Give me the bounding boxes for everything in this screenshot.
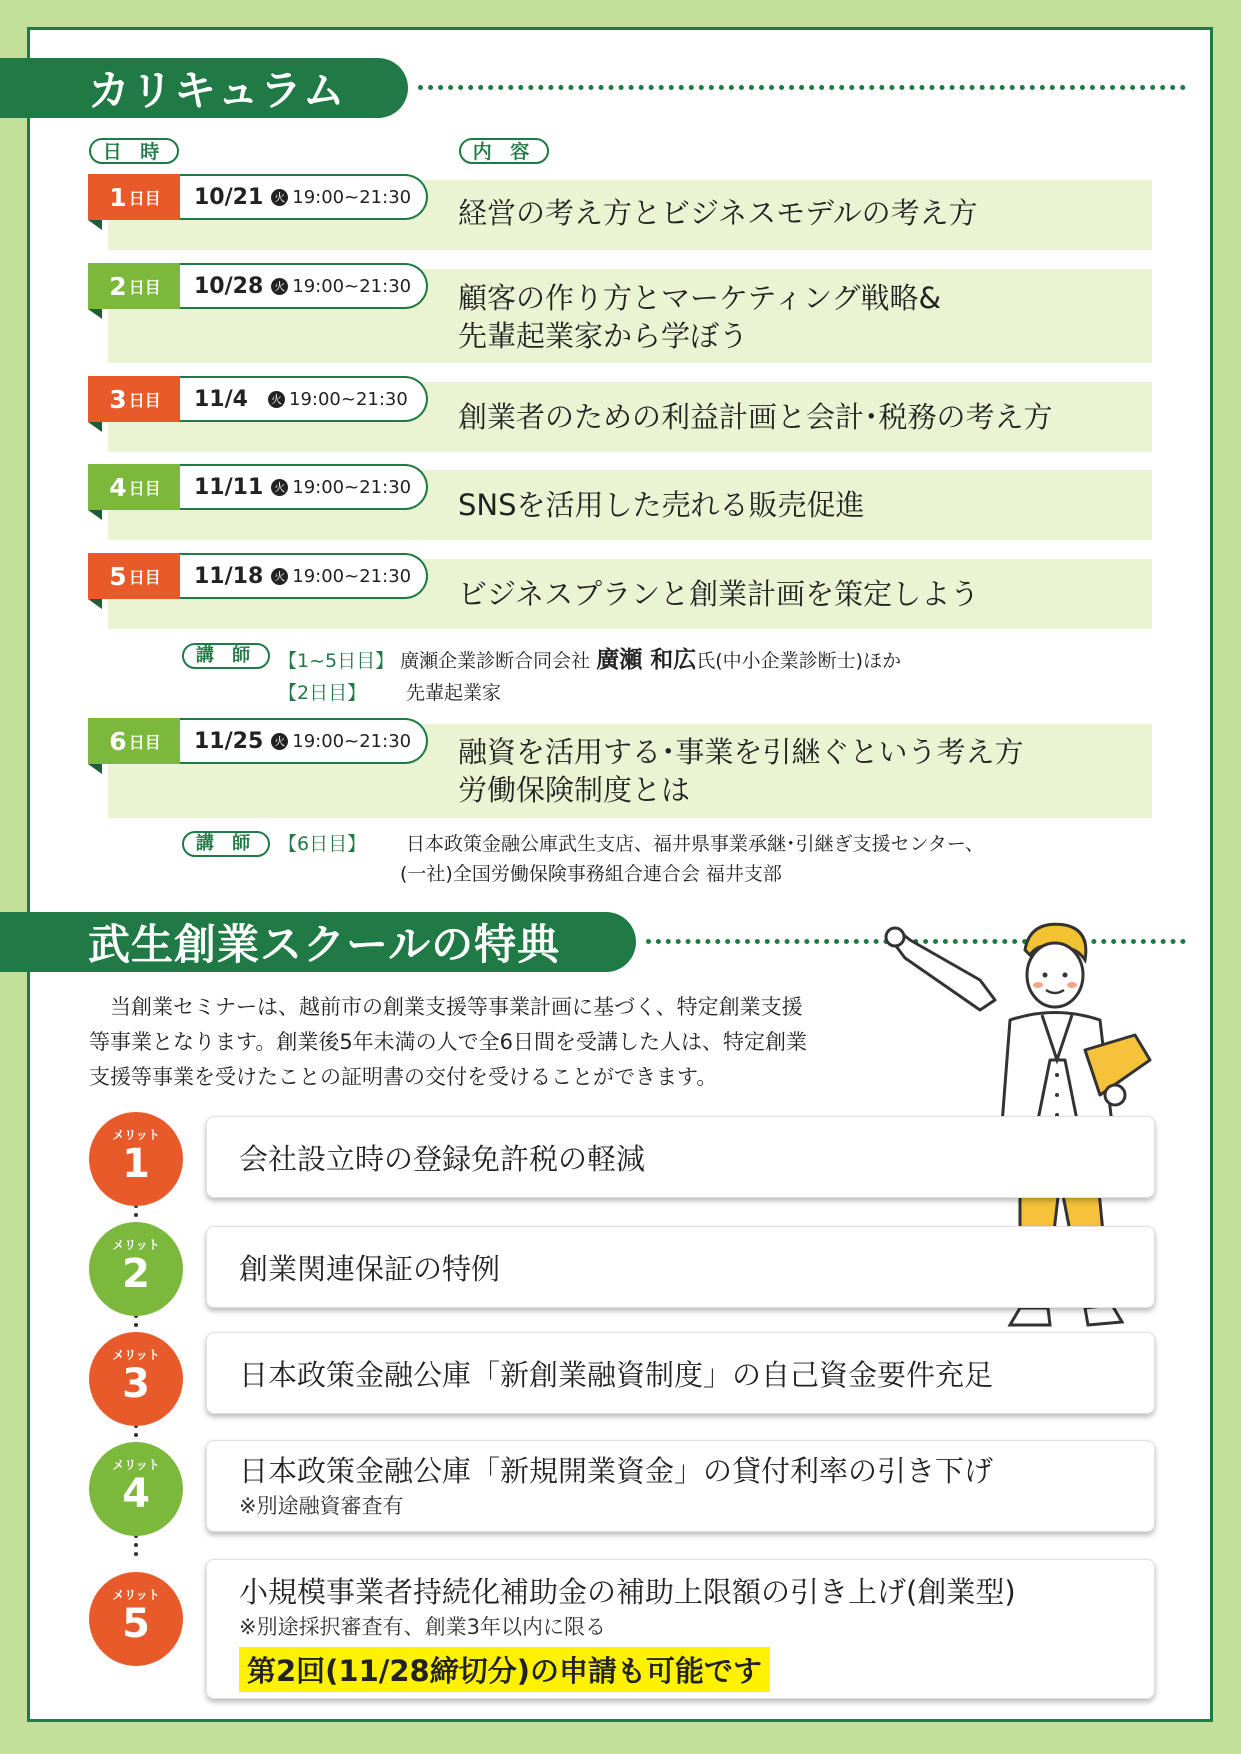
merit-number: 2 [122,1251,150,1297]
session-date: 10/28 [194,273,264,299]
date-column-label: 日 時 [89,138,179,164]
date-pill [180,263,428,309]
day-number: 2 [109,271,127,301]
intro-line: 当創業セミナーは、越前市の創業支援等事業計画に基づく、特定創業支援 [110,995,803,1019]
session-date: 11/4 [194,386,248,412]
lecturer-note: (中小企業診断士)ほか [715,650,902,672]
content-column-label: 内 容 [459,138,549,164]
merit-badge [89,1112,183,1206]
topic-line: ビジネスプランと創業計画を策定しよう [458,577,980,611]
tag-fold [88,422,102,432]
merit-label: メリット [112,1128,160,1142]
lecturer-line-6b [400,859,782,886]
day-unit: 日目 [128,390,161,410]
topic-line: 顧客の作り方とマーケティング戦略& [458,281,942,315]
weekday-badge: 火 [271,733,288,750]
day-number: 1 [109,182,127,212]
session-time: 19:00~21:30 [292,476,412,498]
session-topic [458,279,941,355]
merit-title: 会社設立時の登録免許税の軽減 [239,1141,646,1176]
merit-badge [89,1222,183,1316]
session-date: 11/18 [194,563,264,589]
date-pill [180,718,428,764]
day-number: 5 [109,561,127,591]
session-date: 11/11 [194,474,264,500]
merit-box [206,1116,1155,1198]
day-unit: 日目 [128,277,161,297]
topic-line: 経営の考え方とビジネスモデルの考え方 [458,196,978,230]
merit-number: 1 [122,1141,150,1187]
session-time: 19:00~21:30 [292,730,412,752]
day-tag [88,174,182,220]
merit-box [206,1332,1155,1414]
lecturer-bracket: 【1~5日目】 [278,650,395,672]
session-row [0,376,1241,452]
merit-note: ※別途採択審査有、創業3年以内に限る [239,1615,606,1639]
merit-item [89,1556,1155,1696]
tag-fold [88,220,102,230]
benefits-title: 武生創業スクールの特典 [88,920,561,969]
tag-fold [88,309,102,319]
lecturer-badge: 講 師 [182,643,270,669]
date-pill [180,174,428,220]
session-row [0,174,1241,250]
day-tag [88,263,182,309]
merit-number: 5 [122,1601,150,1647]
session-row [0,464,1241,540]
lecturer-line-1 [278,641,901,674]
merit-box [206,1226,1155,1308]
lecturer-bracket: 【6日目】 [278,833,367,855]
date-pill [180,464,428,510]
merit-badge [89,1332,183,1426]
lecturer-org: 日本政策金融公庫武生支店、福井県事業承継･引継ぎ支援センター、 [406,833,985,855]
merit-label: メリット [112,1348,160,1362]
weekday-badge: 火 [268,391,285,408]
curriculum-title: カリキュラム [88,66,346,115]
merit-title: 日本政策金融公庫「新規開業資金」の貸付利率の引き下げ [239,1454,994,1488]
merit-highlight: 第2回(11/28締切分)の申請も可能です [239,1647,770,1692]
session-topic [458,575,979,613]
session-time: 19:00~21:30 [292,275,412,297]
date-pill [180,376,428,422]
merit-item [89,1332,1155,1426]
lecturer-org: (一社)全国労働保険事務組合連合会 福井支部 [400,863,782,885]
merit-number: 3 [122,1361,150,1407]
lecturer-name: 廣瀬 和広 [596,647,697,673]
merit-note: ※別途融資審査有 [239,1494,404,1518]
weekday-badge: 火 [271,568,288,585]
topic-line: SNSを活用した売れる販売促進 [458,488,865,522]
curriculum-divider [418,85,1186,90]
merit-label: メリット [112,1458,160,1472]
lecturer-suffix: 氏 [696,650,716,672]
session-time: 19:00~21:30 [292,565,412,587]
topic-line: 融資を活用する･事業を引継ぐという考え方 [458,735,1024,769]
merit-connector [134,1534,138,1556]
merit-box [206,1559,1155,1699]
session-date: 11/25 [194,728,264,754]
weekday-badge: 火 [271,278,288,295]
merit-badge [89,1442,183,1536]
day-tag [88,718,182,764]
tag-fold [88,510,102,520]
topic-line: 労働保険制度とは [458,773,691,807]
session-time: 19:00~21:30 [289,388,408,410]
day-unit: 日目 [128,732,161,752]
intro-line: 等事業となります。創業後5年未満の人で全6日間を受講した人は、特定創業 [89,1030,808,1054]
merit-item [89,1442,1155,1536]
day-unit: 日目 [128,188,161,208]
merit-title: 創業関連保証の特例 [239,1251,501,1286]
merit-label: メリット [112,1238,160,1252]
day-number: 4 [109,472,127,502]
benefits-intro [89,990,849,1095]
session-row [0,553,1241,629]
day-tag [88,553,182,599]
session-topic [458,733,1024,809]
weekday-badge: 火 [271,479,288,496]
curriculum-banner [0,58,408,118]
tag-fold [88,599,102,609]
day-number: 6 [109,726,127,756]
merit-badge [89,1572,183,1666]
lecturer-bracket: 【2日目】 [278,682,367,704]
lecturer-org: 先輩起業家 [406,682,502,704]
session-row [0,263,1241,363]
session-topic [458,398,1053,436]
lecturer-line-6 [278,829,984,856]
session-row [0,718,1241,818]
lecturer-org: 廣瀬企業診断合同会社 [400,650,591,672]
benefits-banner [0,912,636,972]
session-topic [458,486,865,524]
day-tag [88,464,182,510]
day-tag [88,376,182,422]
day-unit: 日目 [128,567,161,587]
intro-line: 支援等事業を受けたことの証明書の交付を受けることができます。 [89,1065,718,1089]
date-pill [180,553,428,599]
merit-item [89,1112,1155,1206]
merit-title: 小規模事業者持続化補助金の補助上限額の引き上げ(創業型) [239,1575,1016,1609]
session-topic [458,194,978,232]
merit-label: メリット [112,1588,160,1602]
topic-line: 先輩起業家から学ぼう [458,319,749,353]
session-time: 19:00~21:30 [292,186,412,208]
topic-line: 創業者のための利益計画と会計･税務の考え方 [458,400,1053,434]
weekday-badge: 火 [271,189,288,206]
tag-fold [88,764,102,774]
merit-box [206,1440,1155,1532]
merit-title: 日本政策金融公庫「新創業融資制度」の自己資金要件充足 [239,1357,994,1392]
session-date: 10/21 [194,184,264,210]
lecturer-badge: 講 師 [182,831,270,857]
lecturer-line-2 [278,678,501,705]
merit-number: 4 [122,1471,150,1517]
day-unit: 日目 [128,478,161,498]
merit-item [89,1222,1155,1316]
day-number: 3 [109,384,127,414]
